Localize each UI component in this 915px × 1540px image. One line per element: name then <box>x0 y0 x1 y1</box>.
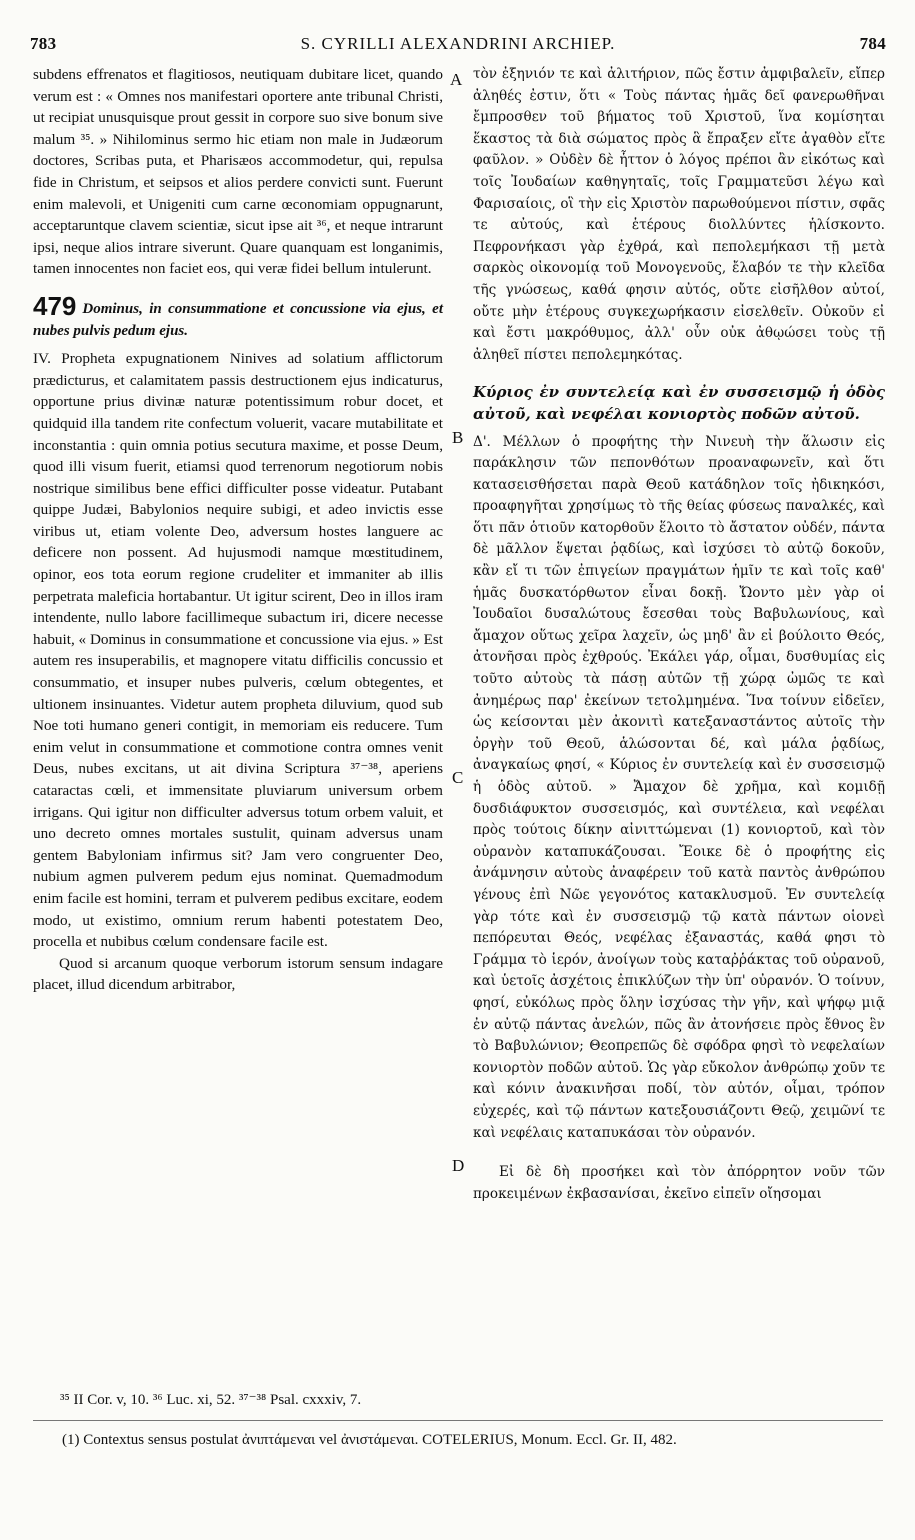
running-title: S. CYRILLI ALEXANDRINI ARCHIEP. <box>300 34 616 53</box>
footnote-divider <box>33 1420 883 1421</box>
section-number: 479 <box>33 290 77 321</box>
latin-column <box>33 64 443 996</box>
greek-paragraph-1: τὸν ἐξηνιόν τε καὶ ἀλιτήριον, πῶς ἔστιν ἀμφιβαλεῖν, εἴπερ ἀληθές ἐστιν, ὅτι « Τοὺς πάντας ἡμᾶς δεῖ φανερωθῆναι ἔμπροσθεν τοῦ βήματος τοῦ Χριστοῦ, ἵνα κομίσηται ἕκαστος τὰ διὰ σώματος πρὸς ἃ ἔπραξεν εἴτε ἀγαθὸν εἴτε φαῦλον. » Οὐδὲν δὲ ἧττον ὁ λόγος πρέποι ἂν εἰκότως καὶ τοῖς Ἰουδαίων καθηγηταῖς, τοῖς Γραμματεῦσι λέγω καὶ Φαρισαίοις, οἳ τὴν εἰς Χριστὸν παρωθούμενοι πίστιν, σφᾶς τε αὐτούς, καὶ ἑτέρους διολλύντες ἡλίσκοντο. Πεφρονήκασι γὰρ ἐχθρά, καὶ πεπολεμήκασι τῇ μετὰ σαρκὸς οἰκονομίᾳ τοῦ Μονογενοῦς, ἔλαβόν τε τὴν κλεῖδα τῆς γνώσεως, καθά φησιν αὐτός, οὔτε εἰσῆλθον αὐτοί, οὔτε μὴν ἑτέρους συγκεχωρήκασιν εἰσελθεῖν. Οὐκοῦν εἰ καὶ ἔστι μακρόθυμος, ἀλλ' οὖν οὐκ ἀθῳώσει τοὺς τῇ ἀληθεῖ πίστει πεπολεμηκότας. <box>473 66 885 363</box>
margin-marker-d: D <box>452 1156 465 1175</box>
page-header <box>30 34 886 58</box>
latin-paragraph-2: IV. Propheta expugnationem Ninives ad solatium afflictorum prædicturus, et calamitatem passis destructionem ejus indicaturus, opportune prius divinæ naturæ potentissimum robur docet, et quidquid illa tandem rite confectum voluerit, vacare mutabilitate et inconstantia : quin omnia potius secutura maxime, et posse Deum, quod illi visum fuerit, etiamsi quod terrenorum negotiorum nobis nostrique similibus bene effici difficulter posse videatur. Putabant quippe Judæi, Babylonios nequire subigi, et adeo invictis esse viribus ut, etiam volente Deo, adversum hostes languere ac deficere non possent. Ad hujusmodi namque mœstitudinem, opinor, eos tota eorum regione crudeliter et immaniter ab illis perpetrata maleficia hortabantur. Ut igitur scirent, Deo in illos iram intendente, nullo labore facillimeque subactum iri, dicere necesse habuit, « Dominus in consummatione et concussione via ejus. » Est autem res insuperabilis, et magnopere vitatu difficilis concussio et consummatio, et insuper nubes pulveris, cœlum obtegentes, et ultionem insinuantes. Videtur autem propheta diluvium, quod sub Noe toti humano generi contigit, in memoriam eis reducere. Tum enim velut in consummatione et commotione contra omnes venit Deus, nubes excitans, ut ait divina Scriptura ³⁷⁻³⁸, aperiens cataractas cœli, et immensitate pluviarum universum orbem irrigans. Qui igitur non difficulter adversus totum orbem valuit, et uno decreto omnes mortales sustulit, quinam adversus unam gentem Babyloniam infirmus sit? Jam vero congruenter Deo, nubium agmen pulverem pedum ejus nominat. Quemadmodum enim facile est homini, terram et pulverem pedibus excitare, eodem modo, ut existimo, omnium rerum habenti potestatem Deo, procella et nubibus cœlum condensare facile est. <box>33 350 444 951</box>
margin-marker-c: C <box>452 768 464 787</box>
greek-column <box>473 64 885 1205</box>
greek-paragraph-3: Εἰ δὲ δὴ προσήκει καὶ τὸν ἀπόρρητον νοῦν τῶν προκειμένων ἐκβασανίσαι, ἐκεῖνο εἰπεῖν οἴησομαι <box>473 1164 885 1202</box>
greek-section-heading: Κύριος ἐν συντελείᾳ καὶ ἐν συσσεισμῷ ἡ ὁδὸς αὐτοῦ, καὶ νεφέλαι κονιορτὸς ποδῶν αὐτοῦ. <box>473 383 885 423</box>
page-number-left: 783 <box>30 34 57 53</box>
margin-marker-a: A <box>450 70 463 89</box>
latin-heading-text: Dominus, in consummatione et concussione via ejus, et nubes pulvis pedum ejus. <box>33 300 443 339</box>
page-number-right: 784 <box>859 34 886 53</box>
latin-section-heading <box>33 290 443 342</box>
footnotes: ³⁵ II Cor. v, 10. ³⁶ Luc. xi, 52. ³⁷⁻³⁸ Psal. cxxxiv, 7. <box>60 1392 362 1408</box>
latin-paragraph-3: Quod si arcanum quoque verborum istorum sensum indagare placet, illud dicendum arbitrabor, <box>33 954 443 994</box>
latin-paragraph-1: subdens effrenatos et flagitiosos, neutiquam dubitare licet, quando verum est : « Omnes nos manifestari oportere ante tribunal Christi, ut recipiat unusquisque prout gessit in corpore suo sive bonum sive malum ³⁵. » Nihilominus sermo hic etiam non male in Judæorum doctores, Scribas puta, et Pharisæos accommodetur, qui, repulsa fide in Christum, et seipsos et alios perdere convicti sunt. Fuerunt enim malevoli, et Unigeniti cum carne œconomiam oppugnarunt, acceptaruntque clavem scientiæ, sicut ipse ait ³⁶, et neque intrarunt ipsi, neque alios intrare siverunt. Quare quanquam est longanimis, tamen innocentes non faciet eos, qui veræ fidei bellum intulerunt. <box>33 66 443 278</box>
greek-paragraph-2: Δ'. Μέλλων ὁ προφήτης τὴν Νινευὴ τὴν ἅλωσιν εἰς παράκλησιν τῶν πεπονθότων προαναφωνεῖν, καὶ ὅτι κατασεισθήσεται παρὰ Θεοῦ κατάδηλον τοῖς ἠδικηκόσι, προαφηγῆται χρησίμως τὸ τῆς θείας φύσεως παναλκές, καὶ ὅτι πᾶν ὁτιοῦν κατορθοῦν ἕλοιτο τὸ ἄστατον οὐδέν, πάντα δὲ μᾶλλον ἕψεται ῥᾳδίως, καὶ ἰσχύσει τὸ αὐτῷ δοκοῦν, κἂν εἴ τι τῶν ἐπιγείων πραγμάτων ἡμῖν τε καὶ τοῖς καθ' ἡμᾶς δυσκατόρθωτον εἶναι δοκῇ. Ὤοντο μὲν γὰρ οἱ Ἰουδαῖοι δυσαλώτους ἔσεσθαι τοὺς Βαβυλωνίους, καὶ ἄμαχον οὕτως χεῖρα λαχεῖν, ὡς μηδ' ἂν εἰ βούλοιτο Θεός, ἀτονῆσαι πρὸς ἐχθρούς. Ἐκάλει γάρ, οἶμαι, δυσθυμίας εἰς τοῦτο αὐτοὺς τὰ πάσῃ αὐτῶν τῇ χώρᾳ ὠμῶς τε καὶ ἀνημέρως παρ' ἐκείνων τετολμημένα. Ἵνα τοίνυν εἰδεῖεν, ὡς κείσονται μὲν ἀκονιτὶ κατεξαναστάντος αὐτοῖς τὴν ὀργὴν τοῦ Θεοῦ, ἁλώσονται δέ, καὶ μάλα ῥᾳδίως, ἀναγκαίως φησί, « Κύριος ἐν συντελείᾳ καὶ ἐν συσσεισμῷ ἡ ὁδὸς αὐτοῦ. » Ἄμαχον δὲ χρῆμα, καὶ κομιδῇ δυσδιάφυκτον συσσεισμός, καὶ συντέλεια, καὶ νεφέλαι πρὸς τούτοις δίκην αἰνιττώμεναι (1) κονιορτοῦ, καὶ τὸν οὐρανὸν καταπυκάζουσαι. Ἔοικε δὲ ὁ προφήτης εἰς ἀνάμνησιν αὐτοὺς ἀναφέρειν τοῦ κατὰ παντὸς ἀνθρώπου γένους ἐπὶ Νῶε γεγονότος κατακλυσμοῦ. Ἐν συντελείᾳ γὰρ τότε καὶ ἐν συσσεισμῷ τῷ κατὰ πάντων οἱονεὶ πεπόρευται Θεός, νεφέλας ἐξαναστάς, καθά φησι τὸ Γράμμα τὸ ἱερόν, ἀνοίγων τοὺς καταῤῥάκτας τοῦ οὐρανοῦ, καὶ ὑετοῖς ἀσχέτοις ἐπικλύζων τὴν ὑπ' οὐρανόν. Ὁ τοίνυν, φησί, εὐκόλως πρὸς ὅλην ἰσχύσας τὴν γῆν, καὶ ψήφῳ μιᾷ ἐν αὐτῷ πάντας ἀνελών, πῶς ἂν ἀτονήσειε πρὸς ἔθνος ἓν τὸ Βαβυλώνιον; Θεοπρεπῶς δὲ σφόδρα φησὶ τὸ νεφελαίων κονιορτὸν ποδῶν αὐτοῦ. Ὡς γὰρ εὔκολον ἀνθρώπῳ χοῦν τε καὶ κόνιν ἀνακινῆσαι ποδί, τὸν αὐτόν, οἶμαι, τρόπον εὐχερές, καὶ τῷ πάντων κατεξουσιάζοντι Θεῷ, χειμῶνί τε καὶ νεφέλαις καταπυκάσαι τὸν οὐρανόν. <box>473 433 885 1141</box>
margin-marker-b: B <box>452 428 464 447</box>
critical-note: (1) Contextus sensus postulat ἀνιπτάμεναι vel ἀνιστάμεναι. COTELERIUS, Monum. Eccl. Gr. II, 482. <box>62 1432 677 1448</box>
